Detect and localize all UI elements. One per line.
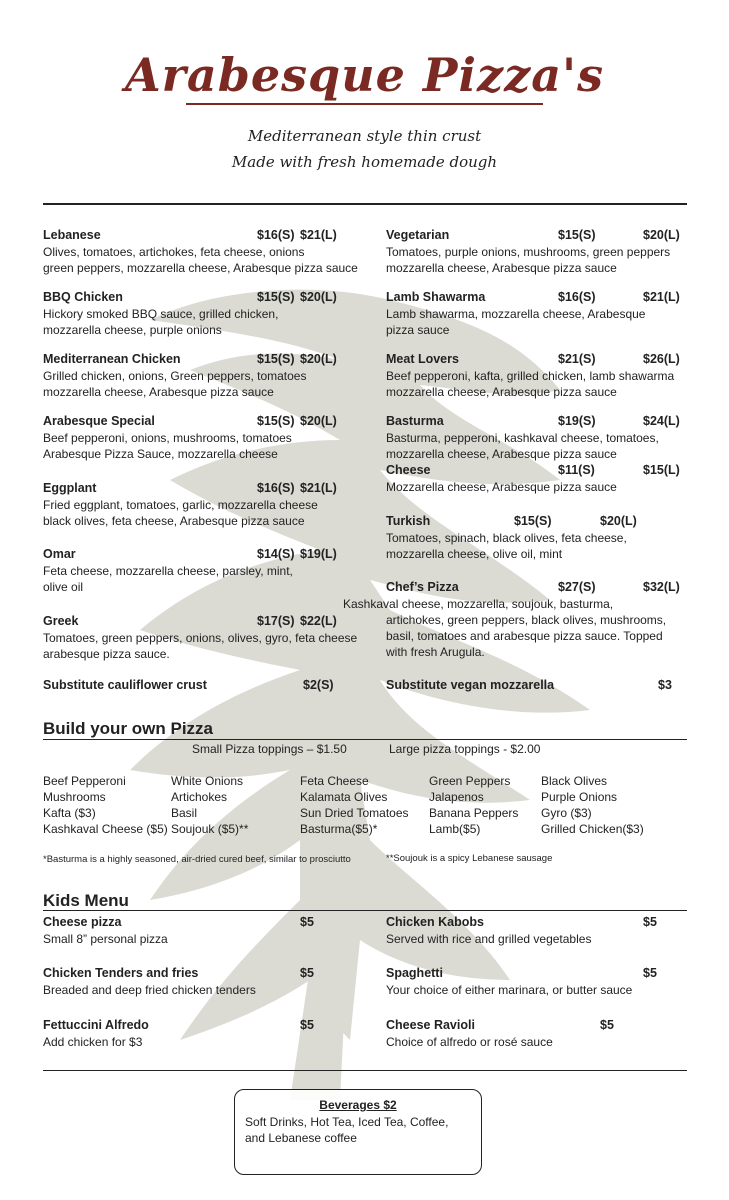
kids-item-description: Choice of alfredo or rosé sauce [386, 1035, 553, 1049]
pizza-item [386, 352, 706, 400]
pizza-heading [43, 352, 363, 368]
pizza-name: Greek [43, 614, 79, 628]
kids-item-name: Cheese pizza [43, 915, 122, 929]
pizza-item [386, 414, 706, 462]
kids-item-price: $5 [643, 915, 657, 929]
pizza-heading [386, 228, 706, 244]
description-line: olive oil [43, 580, 84, 594]
topping-item: White Onions [171, 774, 244, 788]
small-price: $16(S) [257, 481, 295, 495]
topping-item: Kalamata Olives [300, 790, 388, 804]
description-line: Olives, tomatoes, artichokes, feta cheese, onions [43, 245, 305, 259]
pizza-name: Meat Lovers [386, 352, 459, 366]
pizza-description [43, 430, 363, 462]
kids-item-description: Add chicken for $3 [43, 1035, 143, 1049]
small-price: $17(S) [257, 614, 295, 628]
pizza-description [386, 368, 706, 400]
toppings-column-5 [541, 773, 644, 837]
topping-item: Purple Onions [541, 790, 618, 804]
pizza-name: Vegetarian [386, 228, 450, 242]
topping-item: Green Peppers [429, 774, 511, 788]
pizza-name: Basturma [386, 414, 444, 428]
kids-item [386, 966, 706, 998]
pizza-item [343, 580, 729, 660]
pizza-heading [386, 414, 706, 430]
kids-item-name: Spaghetti [386, 966, 443, 980]
topping-item: Banana Peppers [429, 806, 519, 820]
pizza-description [43, 306, 363, 338]
description-line: black olives, feta cheese, Arabesque pizza sauce [43, 514, 305, 528]
large-price: $32(L) [643, 580, 680, 594]
description-line: Tomatoes, spinach, black olives, feta cheese, [386, 531, 627, 545]
large-price: $19(L) [300, 547, 337, 561]
topping-item: Sun Dried Tomatoes [300, 806, 409, 820]
kids-item-name: Cheese Ravioli [386, 1018, 475, 1032]
kids-item [43, 1018, 363, 1050]
description-line: Tomatoes, purple onions, mushrooms, green peppers [386, 245, 671, 259]
pizza-item [43, 614, 363, 662]
description-line: artichokes, green peppers, black olives, mushrooms, [386, 613, 667, 627]
small-topping-price: Small Pizza toppings – $1.50 [192, 742, 347, 756]
kids-item-price: $5 [600, 1018, 614, 1032]
small-price: $15(S) [257, 352, 295, 366]
pizza-heading [43, 414, 363, 430]
topping-item: Black Olives [541, 774, 608, 788]
pizza-name: Turkish [386, 514, 431, 528]
large-price: $21(L) [300, 481, 337, 495]
topping-item: Kafta ($3) [43, 806, 96, 820]
pizza-name: Lebanese [43, 228, 101, 242]
large-price: $20(L) [643, 228, 680, 242]
pizza-heading [386, 290, 706, 306]
soujouk-footnote: **Soujouk is a spicy Lebanese sausage [386, 853, 553, 864]
description-line: mozzarella cheese, purple onions [43, 323, 222, 337]
restaurant-title: Arabesque Pizza's [124, 48, 605, 102]
pizza-heading [386, 514, 706, 530]
pizza-item [43, 290, 363, 338]
pizza-description [43, 630, 363, 662]
pizza-heading [386, 463, 706, 479]
small-price: $15(S) [257, 290, 295, 304]
pizza-description [386, 244, 706, 276]
pizza-heading [43, 290, 363, 306]
description-line: mozzarella cheese, Arabesque pizza sauce [386, 385, 617, 399]
description-line: Beef pepperoni, onions, mushrooms, tomatoes [43, 431, 292, 445]
small-price: $15(S) [514, 514, 552, 528]
substitute-vegan-price: $3 [658, 678, 672, 692]
build-your-own-title: Build your own Pizza [43, 719, 214, 738]
description-line: with fresh Arugula. [386, 645, 485, 659]
description-line: Hickory smoked BBQ sauce, grilled chicken, [43, 307, 279, 321]
pizza-description [43, 368, 363, 400]
pizza-heading [386, 580, 729, 596]
pizza-item [43, 481, 363, 529]
small-price: $11(S) [558, 463, 595, 477]
kids-item-price: $5 [300, 966, 314, 980]
large-price: $21(L) [643, 290, 680, 304]
description-line: Kashkaval cheese, mozzarella, soujouk, basturma, [343, 597, 614, 611]
kids-item [386, 915, 706, 947]
topping-item: Artichokes [171, 790, 228, 804]
description-line: pizza sauce [386, 323, 450, 337]
large-price: $20(L) [300, 290, 337, 304]
description-line: Feta cheese, mozzarella cheese, parsley, mint, [43, 564, 293, 578]
large-price: $20(L) [300, 352, 337, 366]
pizza-description [43, 244, 363, 276]
description-line: Fried eggplant, tomatoes, garlic, mozzarella cheese [43, 498, 318, 512]
topping-item: Gyro ($3) [541, 806, 592, 820]
beverages-box [234, 1089, 482, 1175]
kids-item-name: Chicken Kabobs [386, 915, 484, 929]
description-line: Mozzarella cheese, Arabesque pizza sauce [386, 480, 617, 494]
toppings-column-4 [429, 773, 518, 837]
kids-section-rule [43, 910, 687, 911]
description-line: mozzarella cheese, olive oil, mint [386, 547, 563, 561]
small-price: $16(S) [257, 228, 295, 242]
small-price: $15(S) [558, 228, 596, 242]
pizza-name: Arabesque Special [43, 414, 155, 428]
large-price: $15(L) [643, 463, 680, 477]
large-price: $21(L) [300, 228, 337, 242]
kids-item-name: Chicken Tenders and fries [43, 966, 199, 980]
topping-item: Feta Cheese [300, 774, 369, 788]
description-line: Beef pepperoni, kafta, grilled chicken, lamb shawarma [386, 369, 675, 383]
beverages-heading: Beverages $2 [319, 1098, 397, 1112]
footer-divider [43, 1070, 687, 1071]
kids-item-price: $5 [300, 1018, 314, 1032]
small-price: $21(S) [558, 352, 596, 366]
pizza-item [43, 352, 363, 400]
basturma-footnote: *Basturma is a highly seasoned, air-dried cured beef, similar to prosciutto [43, 854, 351, 865]
pizza-item [386, 463, 706, 495]
topping-item: Kashkaval Cheese ($5) [43, 822, 168, 836]
description-line: Grilled chicken, onions, Green peppers, tomatoes [43, 369, 307, 383]
substitute-cauliflower-price: $2(S) [303, 678, 334, 692]
small-price: $16(S) [558, 290, 596, 304]
kids-heading [43, 915, 363, 931]
beverages-text: Soft Drinks, Hot Tea, Iced Tea, Coffee, and Lebanese coffee [245, 1115, 449, 1145]
toppings-column-2 [171, 773, 248, 837]
pizza-heading [386, 352, 706, 368]
pizza-heading [43, 614, 363, 630]
pizza-description [386, 479, 706, 495]
subtitle-crust: Mediterranean style thin crust [247, 127, 482, 145]
kids-heading [386, 1018, 706, 1034]
topping-item: Grilled Chicken($3) [541, 822, 644, 836]
description-line: Basturma, pepperoni, kashkaval cheese, tomatoes, [386, 431, 659, 445]
description-line: mozzarella cheese, Arabesque pizza sauce [386, 261, 617, 275]
kids-heading [43, 1018, 363, 1034]
topping-item: Lamb($5) [429, 822, 481, 836]
pizza-description [386, 430, 706, 462]
description-line: mozzarella cheese, Arabesque pizza sauce [386, 447, 617, 461]
pizza-name: Chef’s Pizza [386, 580, 459, 594]
pizza-name: Omar [43, 547, 76, 561]
kids-item-description: Small 8” personal pizza [43, 932, 168, 946]
small-price: $27(S) [558, 580, 596, 594]
description-line: Arabesque Pizza Sauce, mozzarella cheese [43, 447, 278, 461]
kids-item [43, 915, 363, 947]
title-underline [186, 103, 543, 105]
pizza-item [386, 290, 706, 338]
pizza-name: Mediterranean Chicken [43, 352, 181, 366]
kids-item-name: Fettuccini Alfredo [43, 1018, 149, 1032]
large-price: $20(L) [300, 414, 337, 428]
kids-item-description: Breaded and deep fried chicken tenders [43, 983, 256, 997]
kids-menu-title: Kids Menu [43, 891, 129, 910]
description-line: green peppers, mozzarella cheese, Arabesque pizza sauce [43, 261, 358, 275]
small-price: $15(S) [257, 414, 295, 428]
subtitle-dough: Made with fresh homemade dough [231, 153, 498, 171]
kids-heading [43, 966, 363, 982]
description-line: Tomatoes, green peppers, onions, olives, gyro, feta cheese [43, 631, 358, 645]
topping-item: Basil [171, 806, 198, 820]
large-price: $20(L) [600, 514, 637, 528]
build-section-rule [43, 739, 687, 740]
substitute-cauliflower-label: Substitute cauliflower crust [43, 678, 207, 692]
large-topping-price: Large pizza toppings - $2.00 [389, 742, 541, 756]
kids-heading [386, 915, 706, 931]
pizza-heading [43, 481, 363, 497]
description-line: mozzarella cheese, Arabesque pizza sauce [43, 385, 274, 399]
kids-item-price: $5 [300, 915, 314, 929]
kids-item-description: Your choice of either marinara, or butter sauce [386, 983, 633, 997]
pizza-name: Eggplant [43, 481, 97, 495]
pizza-name: Cheese [386, 463, 431, 477]
pizza-description [43, 563, 363, 595]
pizza-item [43, 414, 363, 462]
description-line: Lamb shawarma, mozzarella cheese, Arabesque [386, 307, 646, 321]
substitute-vegan-label: Substitute vegan mozzarella [386, 678, 555, 692]
small-price: $14(S) [257, 547, 295, 561]
kids-item [43, 966, 363, 998]
toppings-column-3 [300, 773, 409, 837]
pizza-description [386, 306, 706, 338]
large-price: $26(L) [643, 352, 680, 366]
kids-item-price: $5 [643, 966, 657, 980]
toppings-column-1 [43, 773, 168, 837]
substitute-cauliflower [43, 678, 363, 694]
header-divider [43, 203, 687, 205]
pizza-item [43, 547, 363, 595]
large-price: $22(L) [300, 614, 337, 628]
pizza-heading [43, 228, 363, 244]
pizza-description [386, 530, 706, 562]
pizza-item [386, 228, 706, 276]
description-line: arabesque pizza sauce. [43, 647, 170, 661]
topping-item: Basturma($5)* [300, 822, 378, 836]
topping-item: Beef Pepperoni [43, 774, 126, 788]
small-price: $19(S) [558, 414, 596, 428]
pizza-heading [43, 547, 363, 563]
kids-item-description: Served with rice and grilled vegetables [386, 932, 592, 946]
pizza-description [43, 497, 363, 529]
pizza-name: Lamb Shawarma [386, 290, 486, 304]
topping-item: Mushrooms [43, 790, 106, 804]
pizza-description [343, 596, 729, 660]
substitute-vegan [386, 678, 706, 694]
kids-item [386, 1018, 706, 1050]
topping-item: Jalapenos [429, 790, 484, 804]
pizza-name: BBQ Chicken [43, 290, 123, 304]
topping-item: Soujouk ($5)** [171, 822, 249, 836]
large-price: $24(L) [643, 414, 680, 428]
pizza-item [386, 514, 706, 562]
description-line: basil, tomatoes and arabesque pizza sauce. Topped [386, 629, 663, 643]
pizza-item [43, 228, 363, 276]
kids-heading [386, 966, 706, 982]
